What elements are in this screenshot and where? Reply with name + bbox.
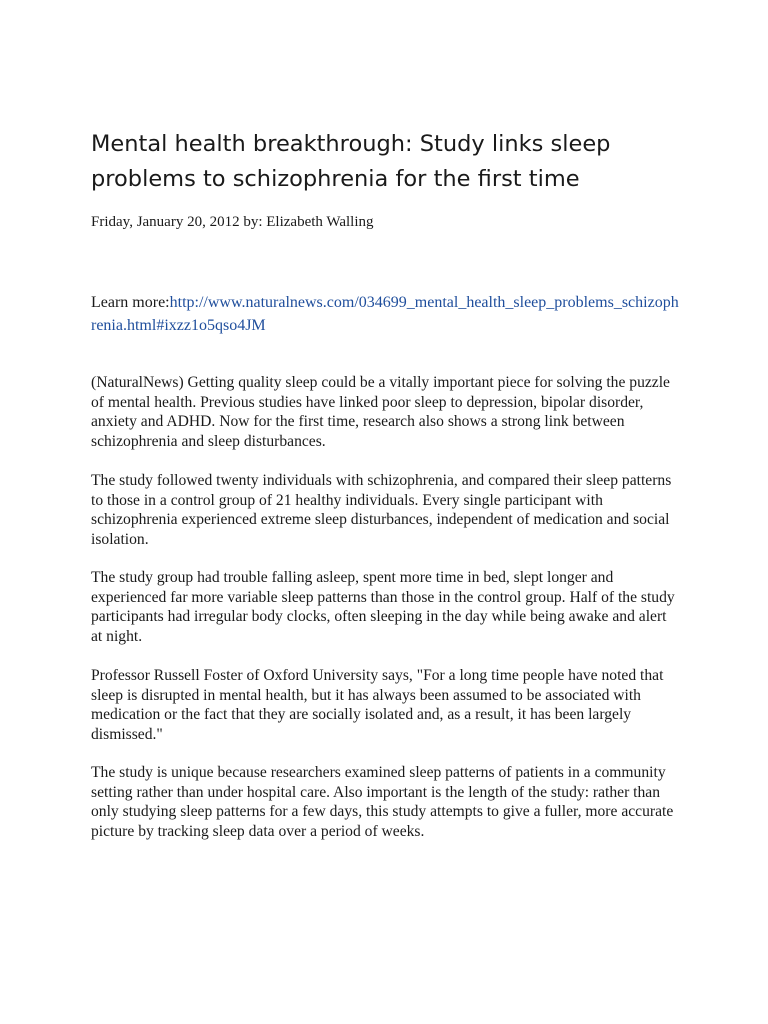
learn-more-label: Learn more: <box>91 294 170 311</box>
article-byline: Friday, January 20, 2012 by: Elizabeth Walling <box>91 214 374 230</box>
learn-more-line <box>91 291 681 337</box>
article-paragraph-1: (NaturalNews) Getting quality sleep could be a vitally important piece for solving the puzzle of mental health. Previous studies have linked poor sleep to depression, bipolar disorder, anxiety and ADHD. Now for the first time, research also shows a strong link between schizophrenia and sleep disturbances. <box>91 374 670 450</box>
article-title: Mental health breakthrough: Study links sleep problems to schizophrenia for the first time <box>91 131 611 192</box>
article-paragraph-3: The study group had trouble falling asleep, spent more time in bed, slept longer and experienced far more variable sleep patterns than those in the control group. Half of the study participants had irregular body clocks, often sleeping in the day while being awake and alert at night. <box>91 569 675 645</box>
article-paragraph-2: The study followed twenty individuals with schizophrenia, and compared their sleep patterns to those in a control group of 21 healthy individuals. Every single participant with schizophrenia experienced extreme sleep disturbances, independent of medication and social isolation. <box>91 472 672 548</box>
article-paragraph-4: Professor Russell Foster of Oxford University says, "For a long time people have noted that sleep is disrupted in mental health, but it has always been assumed to be associated with medication or the fact that they are socially isolated and, as a result, it has been largely dismissed." <box>91 667 664 743</box>
source-link[interactable]: http://www.naturalnews.com/034699_mental_health_sleep_problems_schizophrenia.html#ixzz1o5qso4JM <box>91 294 679 334</box>
article-paragraph-5: The study is unique because researchers examined sleep patterns of patients in a community setting rather than under hospital care. Also important is the length of the study: rather than only studying sleep patterns for a few days, this study attempts to give a fuller, more accurate picture by tracking sleep data over a period of weeks. <box>91 764 674 840</box>
